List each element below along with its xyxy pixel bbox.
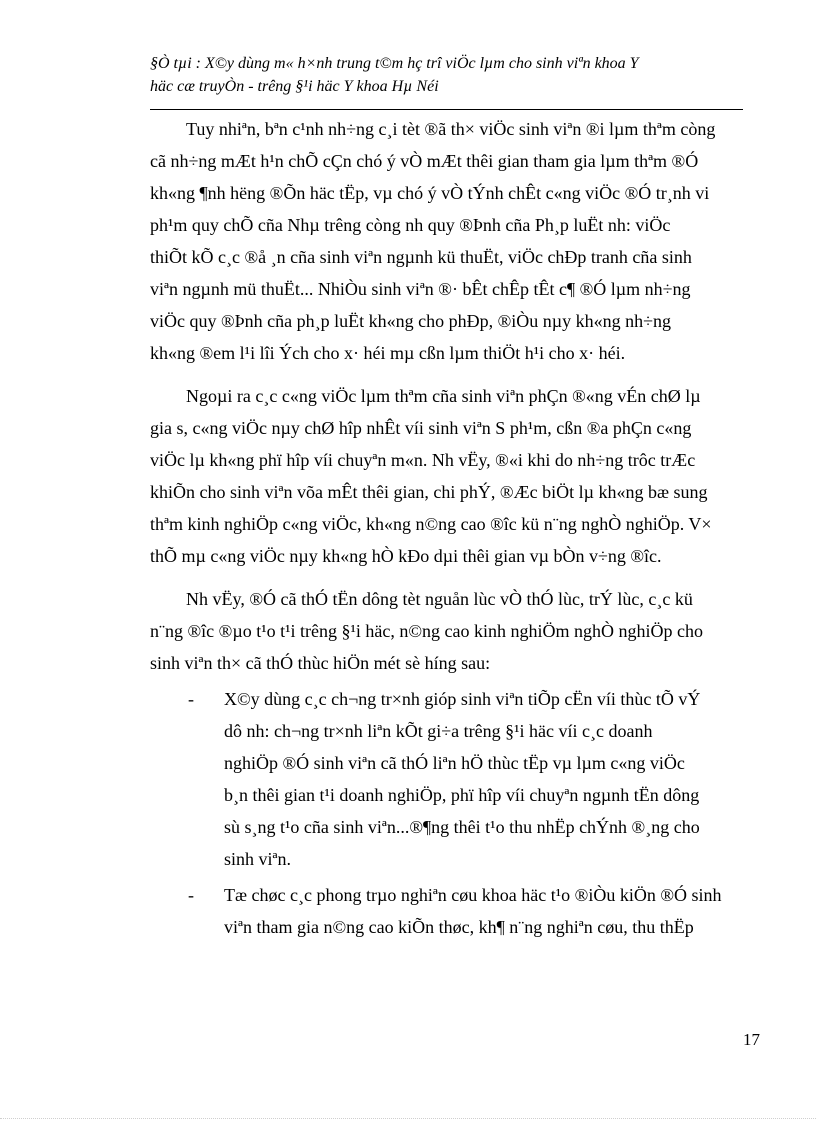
paragraph-2	[150, 380, 743, 572]
paragraph-line: n¨ng ®îc ®µo t¹o t¹i trêng §¹i häc, n©ng cao kinh nghiÖm nghÒ nghiÖp cho	[150, 621, 704, 641]
bullet-line: X©y dùng c¸c ch¬ng tr×nh gióp sinh viªn tiÕp cËn víi thùc tÕ vÝ	[224, 689, 701, 709]
paragraph-line: ph¹m quy chÕ cña Nhµ trêng còng nh quy ®Þnh cña Ph¸p luËt nh: viÖc	[150, 215, 671, 235]
paragraph-line: viÖc lµ kh«ng phï hîp víi chuyªn m«n. Nh vËy, ®«i khi do nh÷ng trôc trÆc	[150, 450, 696, 470]
paragraph-line: thÕ mµ c«ng viÖc nµy kh«ng hÒ kÐo dµi thêi gian vµ bÒn v÷ng ®îc.	[150, 546, 662, 566]
header-line-1: §Ò tµi : X©y dùng m« h×nh trung t©m hç trî viÖc lµm cho sinh viªn khoa Y	[150, 55, 639, 72]
bullet-item-1	[150, 683, 743, 875]
bullet-line: sinh viªn.	[224, 849, 291, 869]
header-divider	[150, 109, 743, 110]
bullet-line: viªn tham gia n©ng cao kiÕn thøc, kh¶ n¨ng nghiªn cøu, thu thËp	[224, 917, 694, 937]
page-bottom-edge	[0, 1118, 816, 1119]
paragraph-line: kh«ng ®em l¹i lîi Ých cho x· héi mµ cßn lµm thiÖt h¹i cho x· héi.	[150, 343, 626, 363]
paragraph-line: thiÕt kÕ c¸c ®å ¸n cña sinh viªn ngµnh kü thuËt, viÖc chÐp tranh cña sinh	[150, 247, 692, 267]
bullet-item-2	[150, 879, 743, 943]
paragraph-1	[150, 113, 743, 369]
paragraph-line: khiÕn cho sinh viªn võa mÊt thêi gian, chi phÝ, ®Æc biÖt lµ kh«ng bæ sung	[150, 482, 708, 502]
paragraph-line: kh«ng ¶nh hëng ®Õn häc tËp, vµ chó ý vÒ tÝnh chÊt c«ng viÖc ®Ó tr¸nh vi	[150, 183, 710, 203]
running-header	[150, 52, 750, 98]
header-line-2: häc cæ truyÒn - trêng §¹i häc Y khoa Hµ Néi	[150, 78, 439, 95]
paragraph-line: Ngoµi ra c¸c c«ng viÖc lµm thªm cña sinh viªn phÇn ®«ng vÉn chØ lµ	[186, 386, 701, 406]
paragraph-line: sinh viªn th× cã thÓ thùc hiÖn mét sè híng sau:	[150, 653, 491, 673]
bullet-line: dô nh: ch¬ng tr×nh liªn kÕt gi÷a trêng §¹i häc víi c¸c doanh	[224, 721, 653, 741]
paragraph-line: thªm kinh nghiÖp c«ng viÖc, kh«ng n©ng cao ®îc kü n¨ng nghÒ nghiÖp. V×	[150, 514, 712, 534]
paragraph-line: Tuy nhiªn, bªn c¹nh nh÷ng c¸i tèt ®ã th× viÖc sinh viªn ®i lµm thªm còng	[186, 119, 716, 139]
paragraph-line: Nh vËy, ®Ó cã thÓ tËn dông tèt nguån lùc vÒ thÓ lùc, trÝ lùc, c¸c kü	[186, 589, 693, 609]
bullet-dash: -	[188, 885, 194, 905]
bullet-line: nghiÖp ®Ó sinh viªn cã thÓ liªn hÖ thùc tËp vµ lµm c«ng viÖc	[224, 753, 685, 773]
paragraph-line: cã nh÷ng mÆt h¹n chÕ cÇn chó ý vÒ mÆt thêi gian tham gia lµm thªm ®Ó	[150, 151, 699, 171]
document-body	[150, 113, 743, 943]
bullet-line: b¸n thêi gian t¹i doanh nghiÖp, phï hîp víi chuyªn ngµnh tËn dông	[224, 785, 700, 805]
bullet-line: Tæ chøc c¸c phong trµo nghiªn cøu khoa häc t¹o ®iÒu kiÖn ®Ó sinh	[224, 885, 722, 905]
bullet-line: sù s¸ng t¹o cña sinh viªn...®¶ng thêi t¹o thu nhËp chÝnh ®¸ng cho	[224, 817, 700, 837]
paragraph-line: gia s, c«ng viÖc nµy chØ hîp nhÊt víi sinh viªn S ph¹m, cßn ®a phÇn c«ng	[150, 418, 692, 438]
paragraph-line: viªn ngµnh mü thuËt... NhiÒu sinh viªn ®· bÊt chÊp tÊt c¶ ®Ó lµm nh÷ng	[150, 279, 691, 299]
bullet-dash: -	[188, 689, 194, 709]
page-number: 17	[743, 1030, 760, 1049]
paragraph-3	[150, 583, 743, 679]
paragraph-line: viÖc quy ®Þnh cña ph¸p luËt kh«ng cho phÐp, ®iÒu nµy kh«ng nh÷ng	[150, 311, 672, 331]
